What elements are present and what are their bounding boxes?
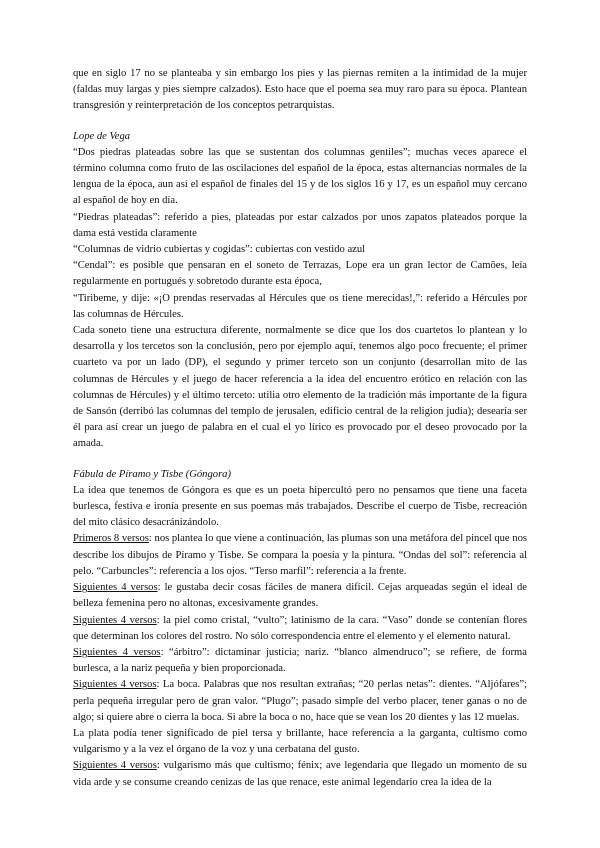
document-page <box>73 66 527 791</box>
verse-text: : le gustaba decir cosas fáciles de manera difícil. Cejas arqueadas según el ideal de belleza femenina pero no altonas, excesivamente grandes. <box>73 582 527 610</box>
paragraph: La plata podía tener significado de piel tersa y brillante, hace referencia a la garganta, cultismo como vulgarismo y a la vez el órgano de la voz y una cerbatana del gusto. <box>73 727 527 756</box>
verse-label: Siguientes 4 versos <box>73 614 157 626</box>
verse-item <box>73 613 527 645</box>
paragraph: La idea que tenemos de Góngora es que es un poeta hipercultó pero no pensamos que tiene una faceta burlesca, festiva e ironía presente en sus poemas más trabajados. Describe el cuerpo de Tisbe, recreación del mito clásico desacránizándolo. <box>73 484 527 529</box>
verse-label: Siguientes 4 versos <box>73 646 161 658</box>
verse-item <box>73 758 527 790</box>
paragraph: “Piedras plateadas”: referido a pies, plateadas por estar calzados por unos zapatos plateados porque la dama está vestida claramente <box>73 211 527 239</box>
paragraph: Cada soneto tiene una estructura diferente, normalmente se dice que los dos cuartetos lo plantean y lo desarrolla y los tercetos son la conclusión, pero por ejemplo aquí, tenemos algo poco frecuente; el primer cuarteto va por un lado (DP), el segundo y primer terceto son un conjunto (desarrollan mito de las columnas de Hércules y el juego de hacer referencia a la idea del encuentro erótico en relación con las columnas de Hércules) y el último terceto: utilia otro elemento de la tradición más importante de la figura de Sansón (derribó las columnas del templo de jerusalen, edificio central de la religion judia); desearía ser él para así crear un juego de palabra en el cual el yo lírico es provocado por el deseo provocado por la amada. <box>73 325 527 450</box>
verse-text: : vulgarismo más que cultismo; fénix; ave legendaria que llegado un momento de su vida arde y se consume creando cenizas de las que renace, este animal legendario crea la idea de la <box>73 760 527 788</box>
verse-item <box>73 531 527 580</box>
verse-label: Siguientes 4 versos <box>73 679 157 691</box>
verse-label: Siguientes 4 versos <box>73 582 158 594</box>
verse-label: Primeros 8 versos <box>73 533 149 545</box>
paragraph: “Cendal”: es posible que pensaran en el soneto de Terrazas, Lope era un gran lector de Camões, leía regularmente en portugués y sobretodo durante esta época, <box>73 260 527 288</box>
verse-item <box>73 677 527 726</box>
intro-paragraph: que en siglo 17 no se planteaba y sin embargo los pies y las piernas remiten a la intimidad de la mujer (faldas muy largas y pies siempre calzados). Esto hace que el poema sea muy raro para su época. Plantean transgresión y reinterpretación de los conceptos petrarquistas. <box>73 68 527 112</box>
verse-text: : nos plantea lo que viene a continuación, las plumas son una metáfora del pincel que nos describe los dibujos de Píramo y Tisbe. Se compara la poesía y la pintura. “Ondas del sol”: referencia al pelo. “Carbuncles”: referencia a los ojos. “Terso marfil”: referencia a la frente. <box>73 533 527 577</box>
paragraph: “Tiribeme, y dije: «¡O prendas reservadas al Hércules que os tiene merecidas!,”: referido a Hércules por las columnas de Hércules. <box>73 292 527 320</box>
verse-item <box>73 580 527 612</box>
paragraph: “Dos piedras plateadas sobre las que se sustentan dos columnas gentiles”; muchas veces aparece el término columna como fruto de las oscilaciones del español de la época, estas alternancias normales de la lengua de la época, aun así el español de finales del 15 y de los siglos 16 y 17, es un español muy cercano al español de hoy en día. <box>73 146 527 207</box>
spacer <box>73 115 527 129</box>
verse-text: : “árbitro”: dictaminar justicia; nariz. “blanco almendruco”; se refiere, de forma burlesca, a la nariz pequeña y bien proporcionada. <box>73 646 527 675</box>
section-title-gongora: Fábula de Píramo y Tisbe (Góngora) <box>73 468 232 480</box>
spacer <box>73 453 527 467</box>
verse-text: : La boca. Palabras que nos resultan extrañas; “20 perlas netas”: dientes. “Aljófares”; perla pequeña irregular pero de gran valor. “Plugo”; pasado simple del verbo placer, tener ganas o no de algo; si quiere abre o cierra la boca. Si abre la boca o no, hace que se vean los 20 dientes y las 12 muelas. <box>73 679 527 723</box>
verse-label: Siguientes 4 versos <box>73 760 157 772</box>
paragraph: “Columnas de vidrio cubiertas y cogidas”: cubiertas con vestido azul <box>73 244 366 256</box>
verse-text: : la piel como cristal, “vulto”; latinismo de la cara. “Vaso” donde se contenían flores que determinan los colores del rostro. No sólo correspondencia entre el elemento y el elemento natural. <box>73 614 527 642</box>
verse-item <box>73 645 527 677</box>
section-title-lope: Lope de Vega <box>73 130 131 142</box>
